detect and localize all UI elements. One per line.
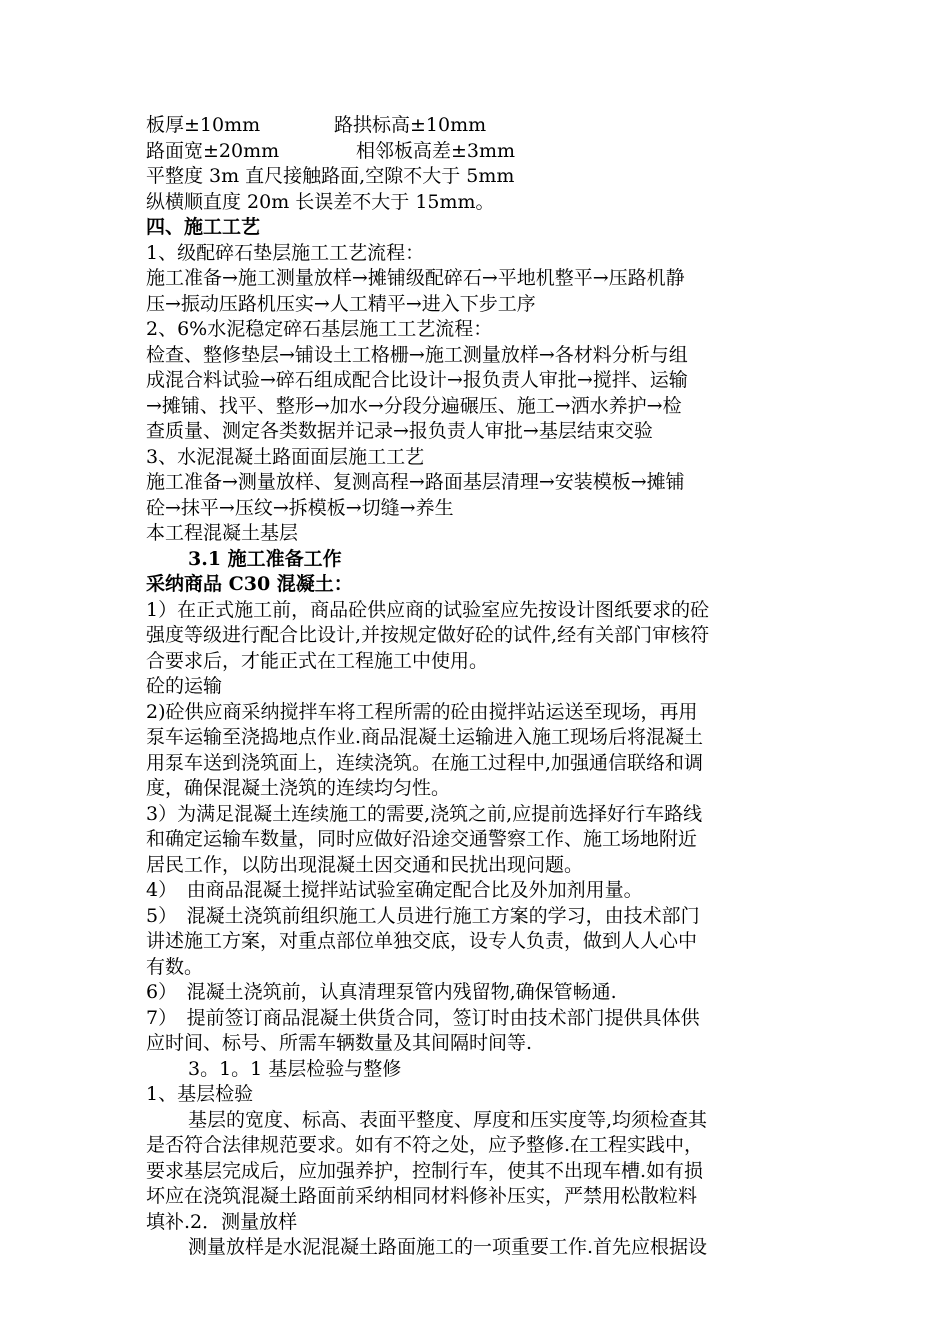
tolerance-road-width: 路面宽±20mm: [146, 139, 280, 162]
text-line: 度，确保混凝土浇筑的连续均匀性。: [146, 777, 451, 799]
text-line: 有数。: [146, 955, 204, 978]
text-line: 纵横顺直度 20m 长误差不大于 15mm。: [146, 190, 495, 213]
text-line: 基层的宽度、标高、表面平整度、厚度和压实度等,均须检查其: [188, 1108, 708, 1131]
text-line: 施工准备→施工测量放样→摊铺级配碎石→平地机整平→压路机静: [146, 267, 685, 289]
text-line: 成混合料试验→碎石组成配合比设计→报负责人审批→搅拌、运输: [146, 369, 688, 391]
text-line: 合要求后，才能正式在工程施工中使用。: [146, 649, 489, 672]
text-line: 1）在正式施工前，商品砼供应商的试验室应先按设计图纸要求的砼: [146, 598, 710, 621]
text-line: 填补.2．测量放样: [146, 1210, 298, 1233]
text-line: 检查、整修垫层→铺设土工格栅→施工测量放样→各材料分析与组: [146, 343, 688, 366]
section-heading: 四、施工工艺: [146, 216, 261, 238]
text-line: 用泵车送到浇筑面上，连续浇筑。在施工过程中,加强通信联络和调: [146, 751, 704, 774]
text-line: 5） 混凝土浇筑前组织施工人员进行施工方案的学习，由技术部门: [146, 904, 700, 927]
text-line: 测量放样是水泥混凝土路面施工的一项重要工作.首先应根据设: [188, 1236, 708, 1258]
text-line: 泵车运输至浇捣地点作业.商品混凝土运输进入施工现场后将混凝土: [146, 726, 704, 748]
section-heading: 3.1 施工准备工作: [188, 547, 342, 570]
text-line: 平整度 3m 直尺接触路面,空隙不大于 5mm: [146, 165, 515, 187]
document-page: [146, 113, 810, 1261]
subsection-heading: 3、水泥混凝土路面面层施工工艺: [146, 445, 425, 468]
text-line: 居民工作，以防出现混凝土因交通和民扰出现问题。: [146, 853, 584, 876]
subsection-heading: 3。1。1 基层检验与整修: [188, 1057, 402, 1080]
text-line: 6） 混凝土浇筑前，认真清理泵管内残留物,确保管畅通.: [146, 981, 617, 1003]
tolerance-crown-elevation: 路拱标高±10mm: [334, 114, 487, 136]
tolerance-line-1: [146, 113, 810, 139]
text-line: 7） 提前签订商品混凝土供货合同，签订时由技术部门提供具体供: [146, 1006, 700, 1029]
text-line: 砼→抹平→压纹→拆模板→切缝→养生: [146, 496, 454, 519]
subsection-heading: 1、基层检验: [146, 1083, 254, 1105]
text-line: 应时间、标号、所需车辆数量及其间隔时间等.: [146, 1032, 533, 1054]
tolerance-slab-height-diff: 相邻板高差±3mm: [356, 139, 516, 162]
section-heading: 采纳商品 C30 混凝土：: [146, 573, 353, 595]
text-line: 讲述施工方案，对重点部位单独交底，设专人负责，做到人人心中: [146, 930, 698, 952]
text-line: 强度等级进行配合比设计,并按规定做好砼的试件,经有关部门审核符: [146, 624, 710, 646]
subsection-heading: 2、6%水泥稳定碎石基层施工工艺流程：: [146, 318, 493, 340]
text-line: 本工程混凝土基层: [146, 522, 299, 544]
text-line: 4） 由商品混凝土搅拌站试验室确定配合比及外加剂用量。: [146, 879, 643, 901]
text-line: 3）为满足混凝土连续施工的需要,浇筑之前,应提前选择好行车路线: [146, 802, 703, 825]
tolerance-line-2: [146, 139, 810, 165]
subsection-heading: 1、级配碎石垫层施工工艺流程：: [146, 241, 425, 264]
text-line: 2)砼供应商采纳搅拌车将工程所需的砼由搅拌站运送至现场，再用: [146, 700, 698, 723]
text-line: 施工准备→测量放样、复测高程→路面基层清理→安装模板→摊铺: [146, 471, 685, 493]
text-line: 压→振动压路机压实→人工精平→进入下步工序: [146, 292, 536, 315]
text-line: 查质量、测定各类数据并记录→报负责人审批→基层结束交验: [146, 420, 653, 442]
text-line: 坏应在浇筑混凝土路面前采纳相同材料修补压实，严禁用松散粒料: [146, 1185, 698, 1207]
text-line: 是否符合法律规范要求。如有不符之处，应予整修.在工程实践中，: [146, 1134, 704, 1156]
tolerance-slab-thickness: 板厚±10mm: [146, 114, 261, 136]
text-line: →摊铺、找平、整形→加水→分段分遍碾压、施工→洒水养护→检: [146, 394, 682, 417]
text-line: 砼的运输: [146, 675, 223, 697]
text-line: 要求基层完成后，应加强养护，控制行车，使其不出现车槽.如有损: [146, 1159, 704, 1182]
text-line: 和确定运输车数量，同时应做好沿途交通警察工作、施工场地附近: [146, 828, 698, 850]
